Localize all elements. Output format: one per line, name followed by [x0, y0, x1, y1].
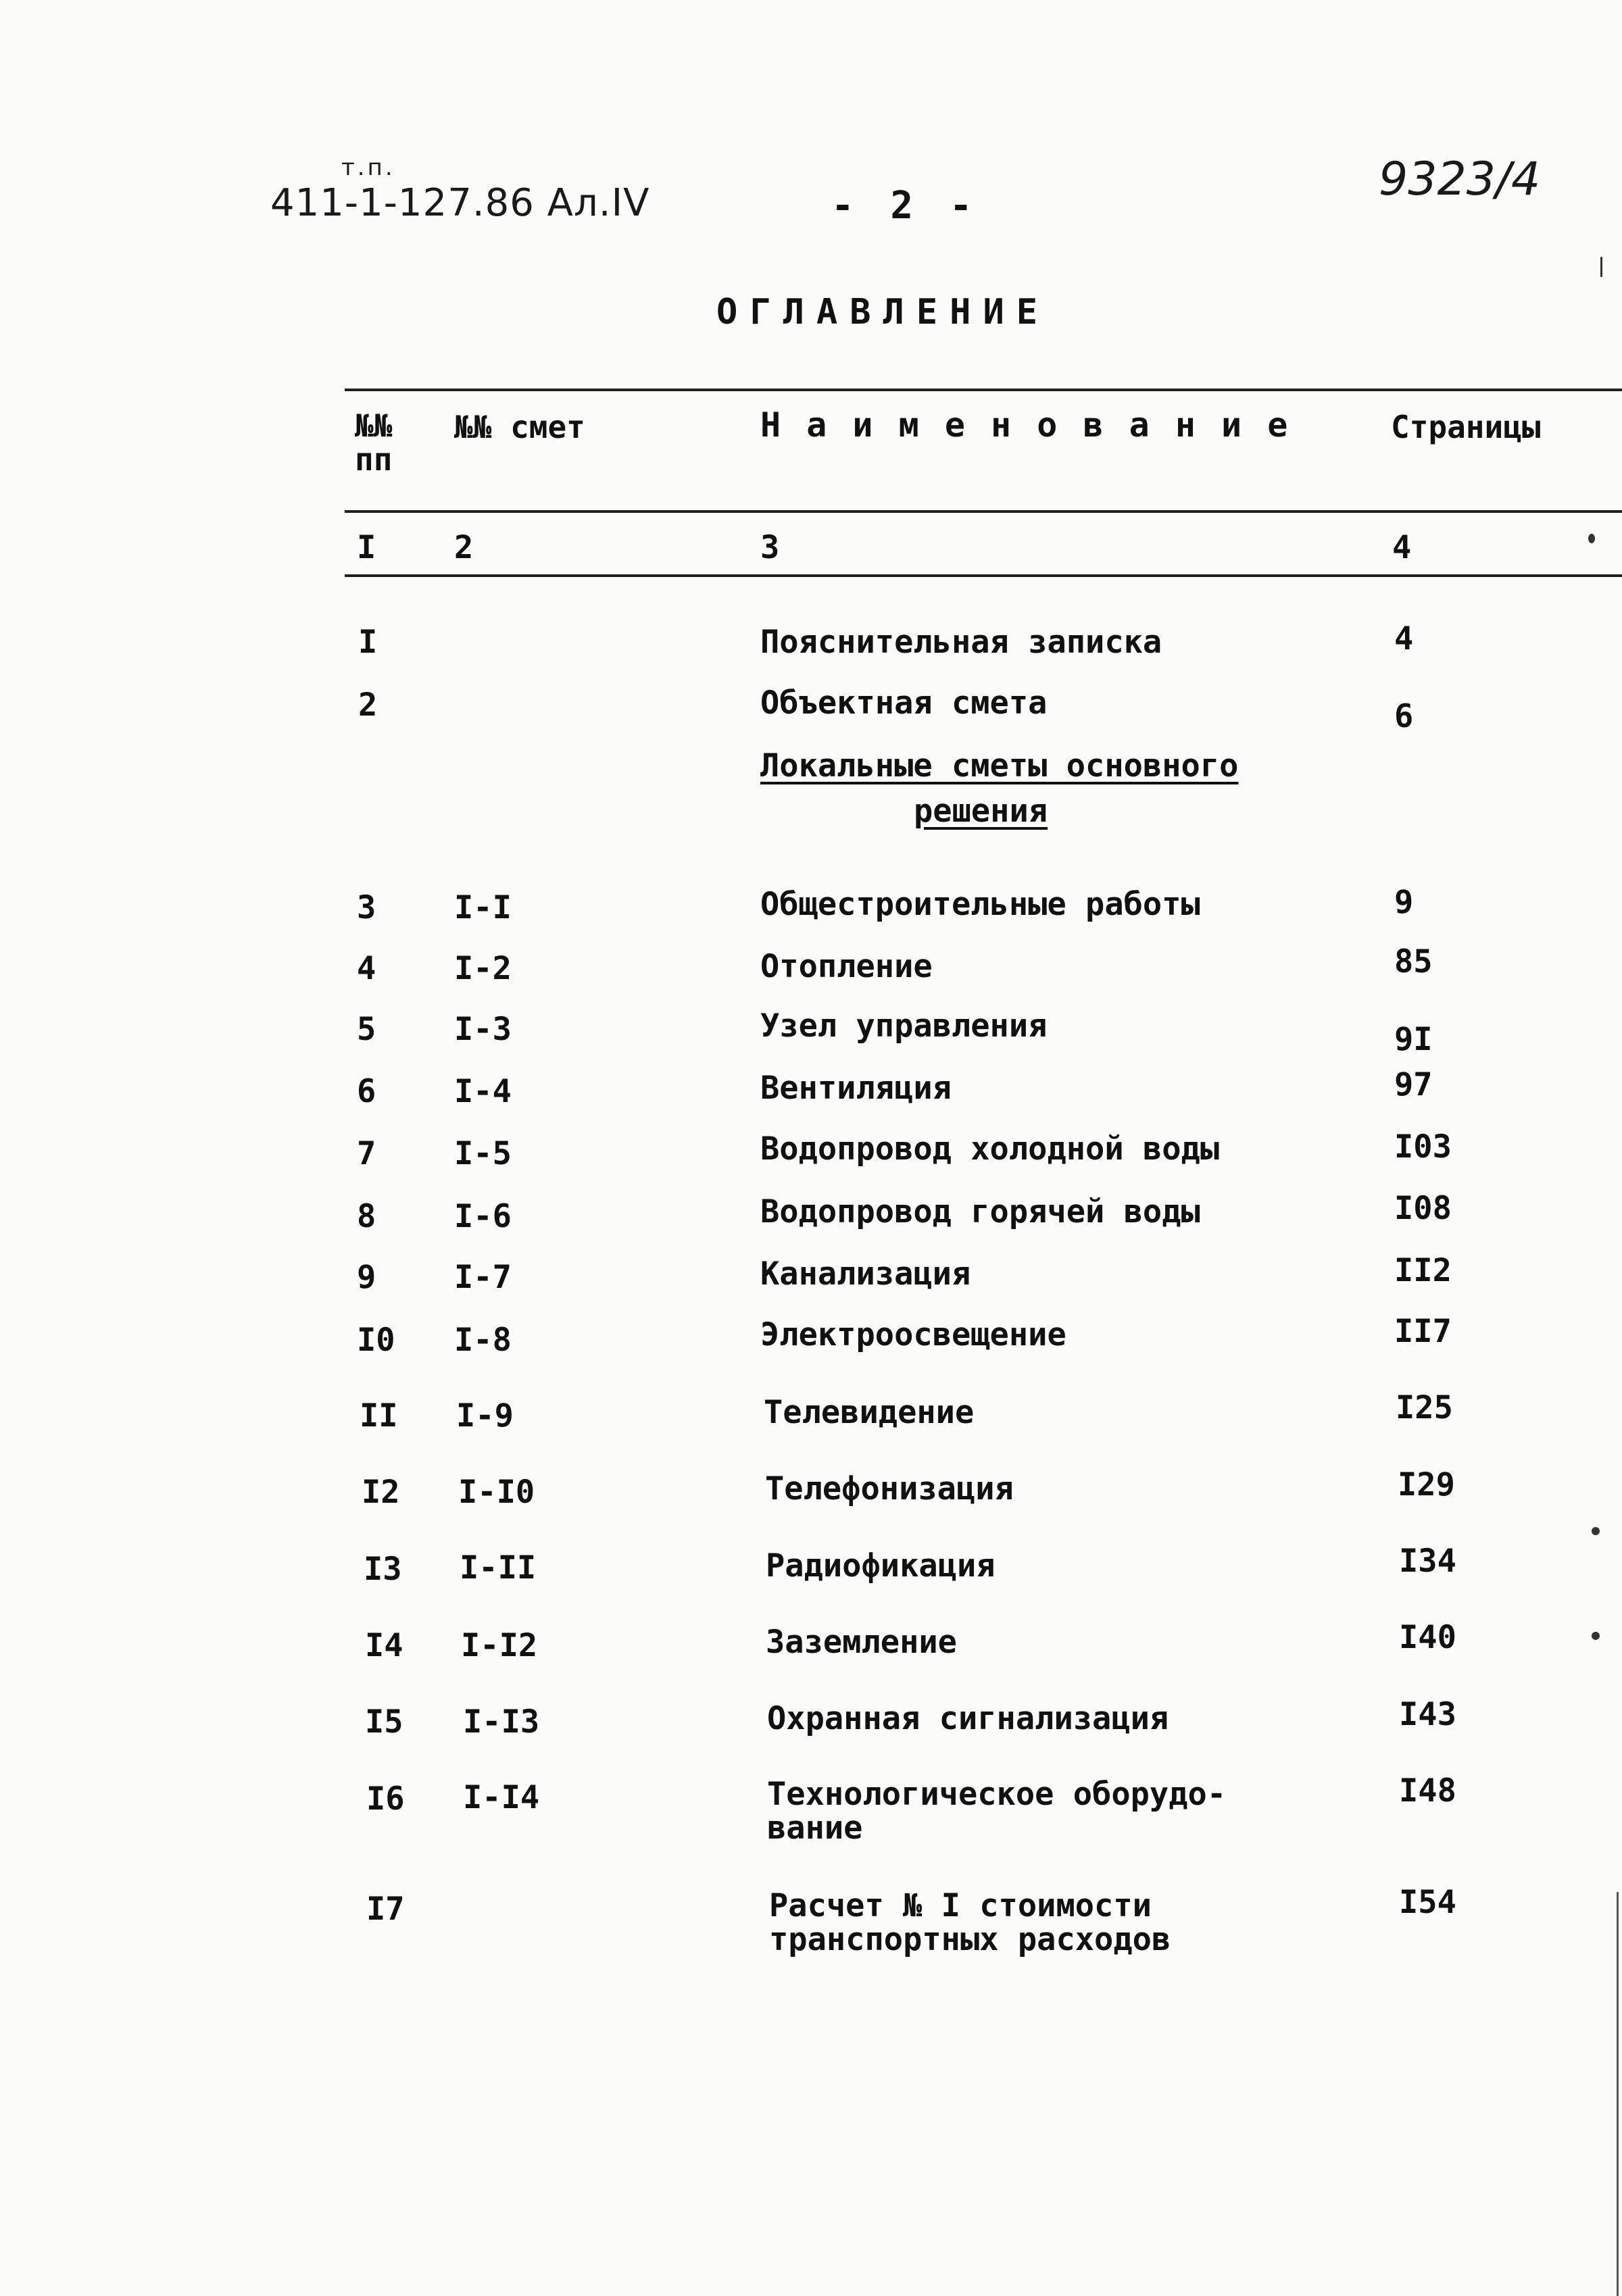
row-smeta: I-I4 [463, 1779, 540, 1816]
row-pages: 85 [1394, 943, 1433, 980]
row-name: Телевидение [764, 1394, 975, 1431]
row-name-line2: вание [767, 1810, 863, 1847]
row-num: 4 [357, 950, 376, 987]
row-num: 8 [357, 1198, 376, 1235]
row-pages: I03 [1394, 1128, 1452, 1166]
row-name: Телефонизация [765, 1470, 1014, 1507]
row-num: II [360, 1397, 398, 1434]
row-smeta: I-2 [454, 950, 512, 987]
header-num [355, 409, 392, 476]
scan-speck [1592, 1632, 1600, 1640]
scan-speck [1588, 534, 1595, 543]
row-pages: 4 [1394, 620, 1414, 657]
row-pages: 9I [1394, 1021, 1433, 1058]
row-pages: I54 [1399, 1884, 1456, 1921]
row-smeta: I-8 [454, 1322, 512, 1359]
header-num-label: №№ пп [355, 407, 393, 478]
row-smeta: I-3 [454, 1011, 512, 1048]
row-name: Заземление [766, 1624, 957, 1661]
row-name: Канализация [760, 1255, 971, 1293]
row-smeta: I-9 [456, 1397, 514, 1434]
row-name: Технологическое оборудо- [767, 1776, 1227, 1813]
row-name: Радиофикация [766, 1547, 996, 1584]
page-number: - 2 - [831, 184, 979, 228]
row-num: 2 [358, 687, 378, 724]
row-num: 9 [357, 1259, 376, 1296]
row-smeta: I-7 [454, 1259, 512, 1296]
col-number-4: 4 [1392, 529, 1412, 566]
project-code: 411-1-127.86 Ал.IV [270, 181, 650, 225]
row-smeta: I-I3 [463, 1703, 540, 1741]
row-smeta: I-5 [454, 1135, 512, 1172]
row-name: Общестроительные работы [760, 886, 1200, 923]
row-name: Водопровод горячей воды [760, 1193, 1200, 1230]
row-num: I5 [365, 1703, 403, 1741]
row-name: Охранная сигнализация [767, 1700, 1169, 1737]
col-number-1: I [357, 529, 376, 566]
section-heading-line2: решения [914, 793, 1048, 830]
row-smeta: I-4 [454, 1073, 512, 1110]
project-code-superscript: т.п. [341, 154, 395, 181]
row-pages: I43 [1399, 1696, 1456, 1733]
header-pages: Страницы [1391, 409, 1541, 445]
row-smeta: I-I0 [458, 1474, 535, 1511]
col-number-2: 2 [454, 529, 474, 566]
row-num: I2 [362, 1474, 400, 1511]
row-name-line2: транспортных расходов [769, 1921, 1171, 1958]
table-top-rule [345, 389, 1622, 391]
row-name: Объектная смета [760, 684, 1048, 722]
row-name: Электроосвещение [760, 1316, 1066, 1353]
row-pages: I29 [1398, 1466, 1455, 1503]
row-smeta: I-I [454, 889, 512, 926]
row-num: 3 [357, 889, 376, 926]
row-num: I3 [364, 1551, 402, 1588]
row-smeta: I-I2 [461, 1627, 538, 1664]
row-name: Отопление [760, 948, 933, 985]
row-name: Расчет № I стоимости [769, 1887, 1152, 1924]
row-smeta: I-II [460, 1549, 537, 1587]
row-name: Водопровод холодной воды [760, 1130, 1220, 1168]
row-num: 7 [357, 1135, 376, 1172]
scan-speck [1592, 1527, 1600, 1535]
row-num: I [358, 624, 378, 661]
row-pages: 9 [1394, 884, 1414, 921]
scan-edge-line [1617, 1892, 1619, 2296]
row-name: Узел управления [760, 1007, 1048, 1045]
header-smeta: №№ смет [454, 409, 585, 445]
row-pages: II7 [1394, 1313, 1452, 1350]
col-numbers-rule [345, 574, 1622, 577]
row-pages: II2 [1394, 1252, 1452, 1289]
row-pages: 97 [1394, 1066, 1433, 1103]
row-name: Вентиляция [760, 1070, 952, 1107]
row-num: I0 [357, 1322, 395, 1359]
header-name: Н а и м е н о в а н и е [760, 405, 1291, 445]
row-num: 6 [357, 1073, 376, 1110]
row-pages: I34 [1399, 1543, 1456, 1580]
row-smeta: I-6 [454, 1198, 512, 1235]
row-num: 5 [357, 1011, 376, 1048]
row-pages: 6 [1394, 698, 1414, 735]
scan-speck [1600, 257, 1602, 277]
col-number-3: 3 [760, 529, 780, 566]
header-rule [345, 510, 1622, 513]
row-num: I7 [366, 1891, 405, 1928]
page-title: ОГЛАВЛЕНИЕ [716, 292, 1050, 332]
row-pages: I08 [1394, 1190, 1452, 1227]
row-pages: I40 [1399, 1619, 1456, 1656]
row-num: I6 [366, 1780, 405, 1818]
section-heading: Локальные сметы основного [760, 747, 1239, 784]
document-number: 9323/4 [1379, 153, 1541, 206]
row-pages: I48 [1399, 1772, 1456, 1810]
row-name: Пояснительная записка [760, 624, 1162, 661]
row-num: I4 [365, 1627, 403, 1664]
row-pages: I25 [1396, 1389, 1453, 1426]
